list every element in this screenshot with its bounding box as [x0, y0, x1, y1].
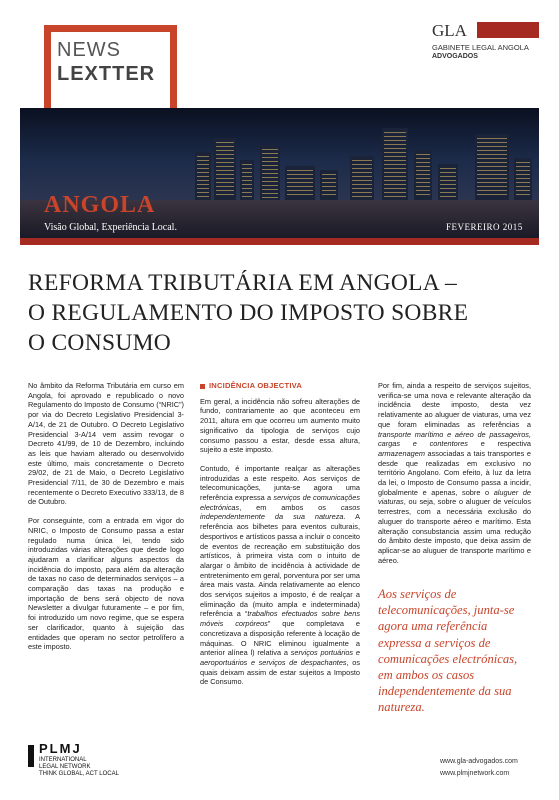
article-column-2: [200, 381, 360, 696]
banner-bottom-bar: [20, 238, 539, 245]
gla-logo-bar: [477, 22, 539, 38]
pull-quote: Aos serviços de telecomunicações, junta-se agora uma referência expressa a serviços de comunicações electrónicas, em ambos os casos independentemente da sua natureza.: [378, 587, 518, 715]
plmj-slogan: THINK GLOBAL, ACT LOCAL: [39, 771, 119, 777]
square-bullet-icon: [200, 384, 205, 389]
firm-name: GABINETE LEGAL ANGOLA: [432, 43, 529, 52]
newsletter-title-line1: NEWS: [57, 39, 121, 61]
plmj-logo-mark: [28, 745, 34, 767]
paragraph: Por fim, ainda a respeito de serviços sujeitos, verifica-se uma nova e relevante alteração da incidência deste imposto, desta vez relativamente ao aluguer de viaturas, uma vez que foram eliminadas as referências a transporte marítimo e aéreo de passageiros, cargas e contentores e respectiva armazenagem associadas a tais transportes e desde que realizadas em exclusivo no território Angolano. Com efeito, à luz da letra da lei, o Imposto de Consumo passa a incidir, globalmente e apenas, sobre o aluguer de viaturas, ou seja, sobre o aluguer de veículos terrestres, com a necessária exclusão do aluguer do transporte aéreo e marítimo. Esta alteração consubstancia assim uma redução do âmbito deste imposto, que deixa assim de aplicar-se ao aluguer de transporte marítimo e aéreo.: [378, 381, 531, 565]
banner-tagline: Visão Global, Experiência Local.: [44, 222, 177, 233]
paragraph: Em geral, a incidência não sofreu alterações de fundo, contrariamente ao que aconteceu em 2011, altura em que ocorreu um aumento muito significativo da tipologia de serviços cujo consumo passou a estar, desde essa altura, sujeito a este imposto.: [200, 396, 360, 455]
section-heading: [200, 381, 360, 391]
plmj-logo-text: PLMJ: [39, 741, 82, 756]
headline-line-3: O CONSUMO: [28, 330, 172, 356]
newsletter-title-line2: LEXTTER: [57, 63, 156, 85]
headline-line-1: REFORMA TRIBUTÁRIA EM ANGOLA –: [28, 270, 458, 296]
website-link-plmj[interactable]: www.plmjnetwork.com: [440, 770, 510, 777]
banner-country: ANGOLA: [44, 192, 156, 218]
issue-date: FEVEREIRO 2015: [446, 222, 523, 232]
article-column-3: [378, 381, 531, 574]
article-headline: [28, 268, 528, 358]
gla-logo-text: GLA: [432, 21, 467, 40]
firm-type: ADVOGADOS: [432, 53, 478, 60]
plmj-network-label: INTERNATIONAL LEGAL NETWORK: [39, 757, 91, 770]
paragraph: Contudo, é importante realçar as alterações introduzidas a este respeito. Aos serviços de telecomunicações, junta-se agora uma referência expressa a serviços de comunicações electrónicas, em ambos os casos independentemente da sua natureza. A referência aos bilhetes para eventos culturais, desportivos e artísticos passa a incluir o conceito de eventos de recreação em substituição dos artísticos, à primeira vista com o intuito de alargar o âmbito de incidência à actividade de entretenimento em geral, porventura por ser uma área mais vasta. Ainda relativamente ao elenco dos serviços sujeitos a imposto, é de realçar a eliminação da (muito ampla e indeterminada) referência a “trabalhos efectuados sobre bens móveis corpóreos” que completava e concretizava a disposição referente à locação de máquinas. O NRIC eliminou igualmente a anterior alínea l) relativa a serviços portuários e aeroportuários e serviços de despachantes, os quais deixam assim de estar sujeitos a Imposto de Consumo.: [200, 463, 361, 687]
paragraph: No âmbito da Reforma Tributária em curso em Angola, foi aprovado e republicado o novo Regulamento do Imposto de Consumo (“NRIC”) por via do Decreto Legislativo Presidencial 3-A/14, de 21 de Outubro. O Decreto Legislativo Presidencial 3-A/14 vem assim revogar o Decreto 41/99, de 10 de Dezembro, incluindo as leis que haviam alterado ou desenvolvido este último, mais concretamente o Decreto 29/02, de 21 de Maio, o Decreto Legislativo Presidencial 7/11, de 30 de Dezembro e mais recentemente o Decreto Executivo 333/13, de 8 de Outubro.: [28, 381, 184, 507]
city-skyline-image: [20, 108, 539, 238]
paragraph: Por conseguinte, com a entrada em vigor do NRIC, o Imposto de Consumo passa a estar regulado numa única lei, tendo sido introduzidas várias alterações que desde logo ajudaram a clarificar alguns aspectos da incidência do imposto, para além da alteração de taxas no caso de determinados serviços – a comparação das taxas na produção e importação de bens será objecto de nova Newsletter a divulgar futuramente – e por fim, foi introduzido um novo regime, que se espera ser clarificador, quanto à sujeição das entidades que operam no sector petrolífero a este imposto.: [28, 516, 184, 652]
headline-line-2: O REGULAMENTO DO IMPOSTO SOBRE: [28, 300, 469, 326]
website-link-gla[interactable]: www.gla-advogados.com: [440, 758, 518, 765]
section-heading-label: INCIDÊNCIA OBJECTIVA: [209, 381, 303, 390]
article-column-1: [28, 381, 184, 661]
